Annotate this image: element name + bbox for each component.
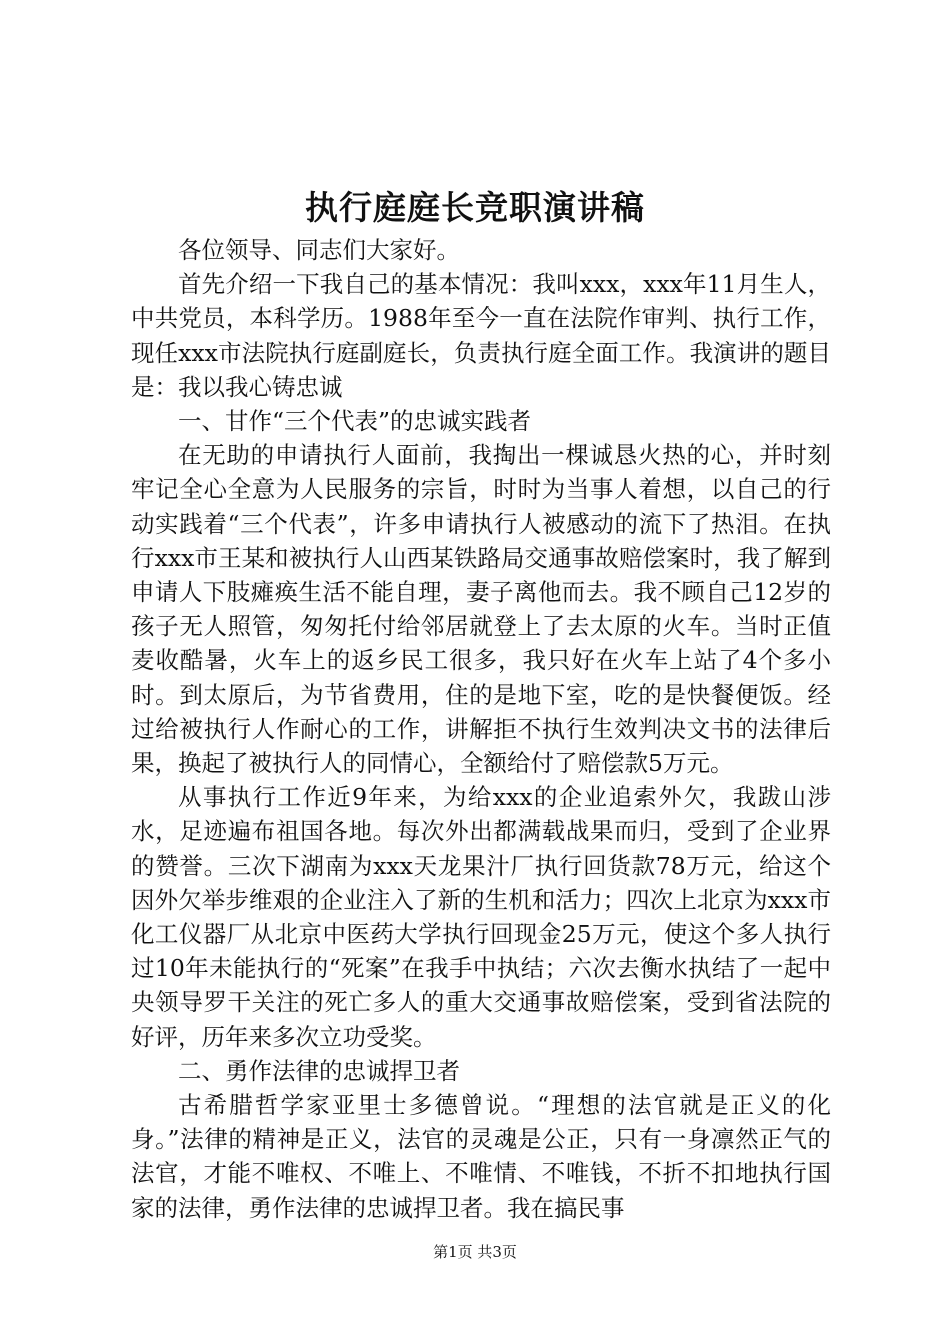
paragraph-section1-achievements: 从事执行工作近9年来，为给xxx的企业追索外欠，我跋山涉水，足迹遍布祖国各地。每次外出都满载战果而归，受到了企业界的赞誉。三次下湖南为xxx天龙果汁厂执行回货款78万元，给这个因外欠举步维艰的企业注入了新的生机和活力；四次上北京为xxx市化工仪器厂从北京中医药大学执行回现金25万元，使这个多人执行过10年未能执行的“死案”在我手中执结；六次去衡水执结了一起中央领导罗干关注的死亡多人的重大交通事故赔偿案，受到省法院的好评，历年来多次立功受奖。 xyxy=(131,783,831,1051)
document-body xyxy=(131,233,831,1225)
section-heading-2: 二、勇作法律的忠诚捍卫者 xyxy=(178,1056,460,1085)
paragraph-section1-story: 在无助的申请执行人面前，我掏出一棵诚恳火热的心，并时刻牢记全心全意为人民服务的宗旨，时时为当事人着想，以自己的行动实践着“三个代表”，许多申请执行人被感动的流下了热泪。在执行xxx市王某和被执行人山西某铁路局交通事故赔偿案时，我了解到申请人下肢瘫痪生活不能自理，妻子离他而去。我不顾自己12岁的孩子无人照管，匆匆托付给邻居就登上了去太原的火车。当时正值麦收酷暑，火车上的返乡民工很多，我只好在火车上站了4个多小时。到太原后，为节省费用，住的是地下室，吃的是快餐便饭。经过给被执行人作耐心的工作，讲解拒不执行生效判决文书的法律后果，换起了被执行人的同情心，全额给付了赔偿款5万元。 xyxy=(131,441,831,778)
paragraph-greeting: 各位领导、同志们大家好。 xyxy=(178,236,460,264)
page-number: 第1页 共3页 xyxy=(433,1243,517,1261)
paragraph-section2-intro: 古希腊哲学家亚里士多德曾说。“理想的法官就是正义的化身。”法律的精神是正义，法官的灵魂是公正，只有一身凛然正气的法官，才能不唯权、不唯上、不唯情、不唯钱，不折不扣地执行国家的法律，勇作法律的忠诚捍卫者。我在搞民事 xyxy=(131,1091,831,1222)
section-heading-1: 一、甘作“三个代表”的忠诚实践者 xyxy=(178,407,532,436)
document-title: 执行庭庭长竞职演讲稿 xyxy=(305,188,645,227)
paragraph-introduction: 首先介绍一下我自己的基本情况：我叫xxx，xxx年11月生人，中共党员，本科学历。1988年至今一直在法院作审判、执行工作，现任xxx市法院执行庭副庭长，负责执行庭全面工作。我演讲的题目是：我以我心铸忠诚 xyxy=(131,270,831,401)
